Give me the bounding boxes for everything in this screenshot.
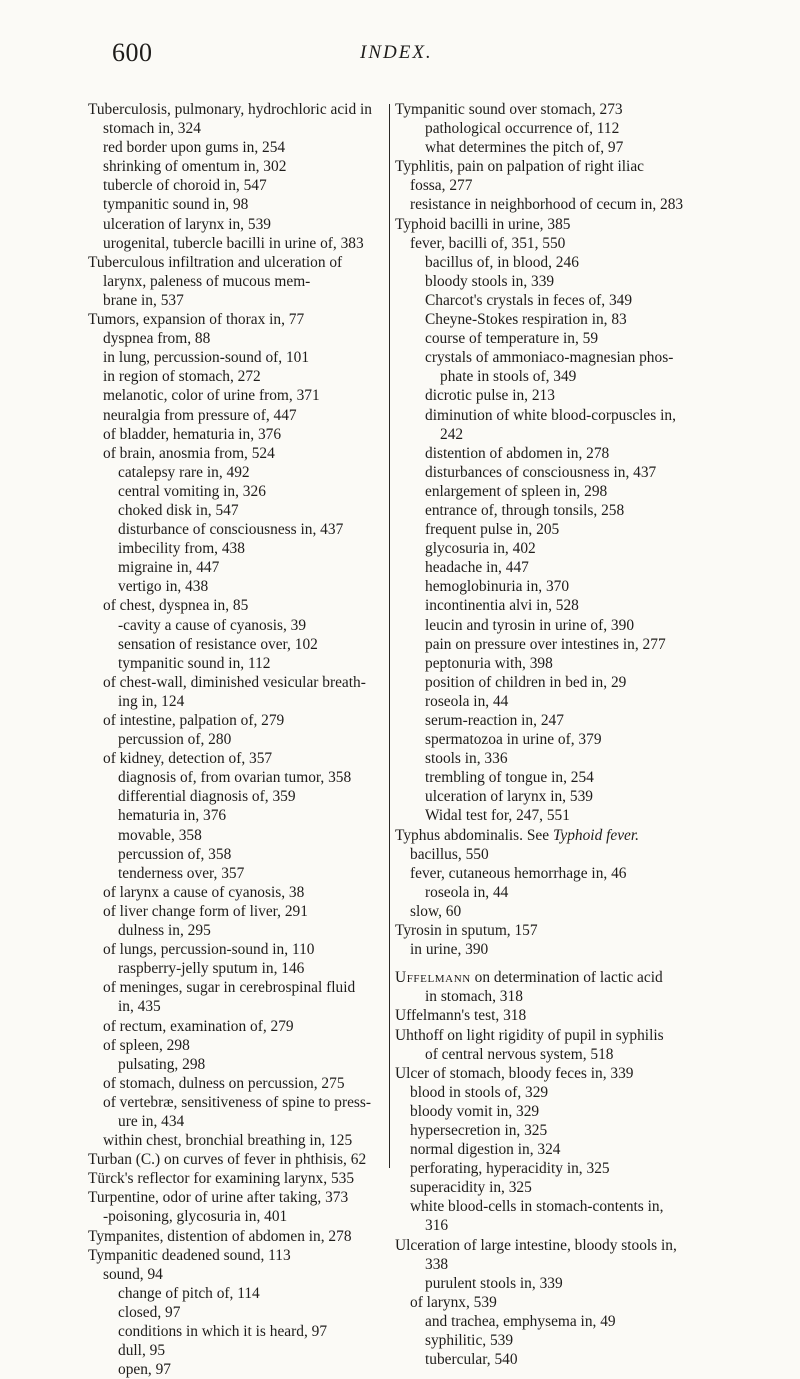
index-subentry: [88, 501, 388, 520]
entry-text: Tumors, expansion of thorax in, 77: [88, 311, 305, 329]
entry-text: Typhus abdominalis. See: [395, 826, 553, 844]
entry-text: vertigo in, 438: [118, 578, 209, 596]
index-subentry: [88, 215, 388, 234]
entry-text: ing in, 124: [118, 692, 185, 710]
entry-text: disturbances of consciousness in, 437: [425, 463, 657, 481]
entry-text: of stomach, dulness on percussion, 275: [103, 1074, 345, 1092]
entry-text: percussion of, 358: [118, 845, 232, 863]
index-subentry: [88, 520, 388, 539]
index-subentry: [395, 176, 701, 195]
entry-text: in region of stomach, 272: [103, 368, 261, 386]
entry-text: purulent stools in, 339: [425, 1274, 563, 1292]
entry-text: glycosuria in, 402: [425, 540, 536, 558]
entry-text: migraine in, 447: [118, 559, 220, 577]
index-subentry: [395, 1121, 701, 1140]
index-entry: [88, 1246, 388, 1265]
index-subentry: [395, 195, 701, 214]
index-subentry: [395, 520, 701, 539]
index-subentry: [395, 1331, 701, 1350]
index-subentry: [88, 1341, 388, 1360]
entry-text: Turban (C.) on curves of fever in phthisis, 62: [88, 1151, 367, 1169]
entry-text: tympanitic sound in, 112: [118, 654, 271, 672]
index-subentry: [88, 463, 388, 482]
index-subentry: [88, 1265, 388, 1284]
entry-text: tenderness over, 357: [118, 864, 245, 882]
index-entry: [88, 310, 388, 329]
index-subentry: [395, 749, 701, 768]
index-subentry: [88, 329, 388, 348]
entry-text: and trachea, emphysema in, 49: [425, 1312, 616, 1330]
index-subentry: [395, 234, 701, 253]
entry-text: of rectum, examination of, 279: [103, 1017, 294, 1035]
entry-text: closed, 97: [118, 1303, 181, 1321]
entry-text: in, 435: [118, 998, 161, 1016]
index-subentry: [88, 291, 388, 310]
index-subentry: [395, 806, 701, 825]
entry-text: phate in stools of, 349: [440, 368, 577, 386]
index-subentry: [88, 997, 388, 1016]
entry-text: bacillus of, in blood, 246: [425, 253, 579, 271]
index-subentry: [88, 157, 388, 176]
index-subentry: [395, 253, 701, 272]
index-subentry: [88, 558, 388, 577]
index-subentry: [395, 654, 701, 673]
index-subentry: [88, 406, 388, 425]
entry-text: of chest, dyspnea in, 85: [103, 597, 249, 615]
entry-text: ulceration of larynx in, 539: [103, 215, 271, 233]
entry-text: Ulcer of stomach, bloody feces in, 339: [395, 1064, 634, 1082]
entry-text: ulceration of larynx in, 539: [425, 788, 593, 806]
entry-text: of central nervous system, 518: [425, 1045, 614, 1063]
entry-text: brane in, 537: [103, 291, 184, 309]
index-subentry: [88, 730, 388, 749]
index-subentry: [88, 1131, 388, 1150]
index-subentry: [88, 616, 388, 635]
index-entry: [88, 1188, 388, 1207]
index-subentry: [395, 902, 701, 921]
index-subentry: [395, 329, 701, 348]
entry-text: hypersecretion in, 325: [410, 1121, 548, 1139]
entry-text: -poisoning, glycosuria in, 401: [103, 1208, 288, 1226]
entry-text: diagnosis of, from ovarian tumor, 358: [118, 769, 352, 787]
index-subentry: [395, 711, 701, 730]
entry-text: stools in, 336: [425, 750, 508, 768]
index-subentry: [88, 1055, 388, 1074]
entry-text: course of temperature in, 59: [425, 330, 599, 348]
entry-text: movable, 358: [118, 826, 202, 844]
index-subentry: [88, 138, 388, 157]
entry-text: Turpentine, odor of urine after taking, 373: [88, 1189, 349, 1207]
entry-text: on determination of lactic acid: [470, 969, 663, 987]
entry-text: peptonuria with, 398: [425, 654, 553, 672]
index-subentry: [88, 119, 388, 138]
entry-text: in lung, percussion-sound of, 101: [103, 349, 310, 367]
index-subentry: [395, 501, 701, 520]
entry-text: pain on pressure over intestines in, 277: [425, 635, 666, 653]
entry-text: Tympanitic sound over stomach, 273: [395, 101, 623, 118]
entry-text: 338: [425, 1255, 449, 1273]
index-subentry: [88, 195, 388, 214]
index-subentry: [88, 635, 388, 654]
index-subentry: [395, 367, 701, 386]
entry-text: of vertebræ, sensitiveness of spine to press-: [103, 1093, 371, 1111]
entry-text: pathological occurrence of, 112: [425, 120, 620, 138]
entry-text: enlargement of spleen in, 298: [425, 482, 608, 500]
index-subentry: [88, 787, 388, 806]
entry-text: roseola in, 44: [425, 883, 509, 901]
entry-text: of brain, anosmia from, 524: [103, 444, 275, 462]
index-subentry: [395, 845, 701, 864]
entry-text: Uffelmann's test, 318: [395, 1007, 527, 1025]
index-subentry: [88, 272, 388, 291]
index-subentry: [88, 596, 388, 615]
index-subentry: [88, 482, 388, 501]
index-subentry: [88, 806, 388, 825]
index-subentry: [88, 883, 388, 902]
entry-text: ure in, 434: [118, 1112, 185, 1130]
page-header: [0, 38, 800, 78]
index-subentry: [395, 386, 701, 405]
entry-text: tubercle of choroid in, 547: [103, 177, 267, 195]
index-entry: [395, 1064, 701, 1083]
index-subentry: [395, 558, 701, 577]
entry-text: Typhoid bacilli in urine, 385: [395, 215, 571, 233]
index-subentry: [88, 176, 388, 195]
entry-text: conditions in which it is heard, 97: [118, 1323, 328, 1340]
index-entry: [395, 968, 701, 987]
entry-text: crystals of ammoniaco-magnesian phos-: [425, 349, 674, 367]
index-entry: [395, 1006, 701, 1025]
index-entry: [395, 1026, 701, 1045]
entry-text: percussion of, 280: [118, 731, 232, 749]
index-subentry: [88, 1036, 388, 1055]
entry-text: Ulceration of large intestine, bloody stools in,: [395, 1236, 677, 1254]
entry-text: fever, bacilli of, 351, 550: [410, 234, 566, 252]
index-subentry: [88, 749, 388, 768]
index-subentry: [88, 386, 388, 405]
index-subentry: [88, 826, 388, 845]
index-entry: [88, 253, 388, 272]
entry-text: Widal test for, 247, 551: [425, 807, 570, 825]
entry-text: in urine, 390: [410, 941, 489, 959]
entry-text: hemoglobinuria in, 370: [425, 578, 570, 596]
index-entry: [395, 157, 701, 176]
index-subentry: [88, 1074, 388, 1093]
index-subentry: [395, 1102, 701, 1121]
entry-text: Charcot's crystals in feces of, 349: [425, 291, 633, 309]
entry-text: 316: [425, 1217, 449, 1235]
index-entry: [88, 1169, 388, 1188]
index-subentry: [395, 138, 701, 157]
index-subentry: [88, 1322, 388, 1341]
index-subentry: [395, 310, 701, 329]
entry-text: slow, 60: [410, 902, 462, 920]
entry-text: sensation of resistance over, 102: [118, 635, 318, 653]
index-entry: [395, 100, 701, 119]
index-subentry: [88, 1112, 388, 1131]
index-subentry: [88, 978, 388, 997]
entry-text: catalepsy rare in, 492: [118, 463, 250, 481]
entry-text: dicrotic pulse in, 213: [425, 387, 555, 405]
index-subentry: [88, 673, 388, 692]
entry-text: distention of abdomen in, 278: [425, 444, 610, 462]
entry-text: melanotic, color of urine from, 371: [103, 387, 320, 405]
index-entry: [395, 215, 701, 234]
entry-text: open, 97: [118, 1361, 172, 1379]
entry-text: of kidney, detection of, 357: [103, 750, 273, 768]
index-subentry: [395, 768, 701, 787]
index-subentry: [88, 1017, 388, 1036]
index-subentry: [395, 1255, 701, 1274]
index-subentry: [88, 425, 388, 444]
entry-text: resistance in neighborhood of cecum in, 283: [410, 196, 684, 214]
entry-text: dyspnea from, 88: [103, 330, 211, 348]
entry-text: -cavity a cause of cyanosis, 39: [118, 616, 307, 634]
entry-text: hematuria in, 376: [118, 807, 227, 825]
index-subentry: [395, 1159, 701, 1178]
section-gap: [395, 959, 701, 968]
index-subentry: [395, 635, 701, 654]
entry-text: shrinking of omentum in, 302: [103, 158, 287, 176]
entry-text: Tympanitic deadened sound, 113: [88, 1246, 291, 1264]
index-subentry: [88, 1093, 388, 1112]
index-subentry: [395, 348, 701, 367]
entry-text: leucin and tyrosin in urine of, 390: [425, 616, 635, 634]
entry-text: syphilitic, 539: [425, 1332, 514, 1349]
index-subentry: [88, 845, 388, 864]
index-subentry: [395, 1140, 701, 1159]
index-column-left: [88, 100, 388, 1379]
entry-text: pulsating, 298: [118, 1055, 206, 1073]
entry-text: central vomiting in, 326: [118, 482, 266, 500]
index-subentry: [88, 654, 388, 673]
index-subentry: [88, 864, 388, 883]
entry-text: entrance of, through tonsils, 258: [425, 501, 625, 519]
index-subentry: [88, 768, 388, 787]
entry-text: fossa, 277: [410, 177, 473, 195]
index-subentry: [88, 1360, 388, 1379]
entry-text: raspberry-jelly sputum in, 146: [118, 960, 305, 978]
entry-text: disturbance of consciousness in, 437: [118, 521, 344, 539]
entry-text: of larynx, 539: [410, 1293, 497, 1311]
entry-text: dull, 95: [118, 1342, 166, 1360]
column-divider: [389, 104, 390, 1168]
entry-text: urogenital, tubercle bacilli in urine of, 383: [103, 234, 364, 252]
entry-text: roseola in, 44: [425, 692, 509, 710]
entry-text: of meninges, sugar in cerebrospinal fluid: [103, 979, 356, 997]
index-subentry: [395, 539, 701, 558]
entry-text: of spleen, 298: [103, 1036, 190, 1054]
index-subentry: [395, 463, 701, 482]
index-subentry: [395, 673, 701, 692]
entry-text: Tyrosin in sputum, 157: [395, 922, 538, 940]
entry-text: perforating, hyperacidity in, 325: [410, 1160, 610, 1178]
index-subentry: [88, 1284, 388, 1303]
index-subentry: [395, 787, 701, 806]
index-subentry: [395, 1178, 701, 1197]
entry-text: of chest-wall, diminished vesicular breath-: [103, 673, 366, 691]
entry-text: change of pitch of, 114: [118, 1284, 260, 1302]
index-subentry: [88, 940, 388, 959]
entry-text: white blood-cells in stomach-contents in,: [410, 1198, 664, 1216]
entry-text: choked disk in, 547: [118, 501, 239, 519]
page-number: 600: [112, 38, 153, 67]
entry-text: of larynx a cause of cyanosis, 38: [103, 883, 305, 901]
index-subentry: [395, 616, 701, 635]
index-subentry: [395, 1293, 701, 1312]
index-subentry: [395, 987, 701, 1006]
entry-text: of bladder, hematuria in, 376: [103, 425, 282, 443]
entry-text: Tympanites, distention of abdomen in, 278: [88, 1227, 352, 1245]
entry-text: within chest, bronchial breathing in, 125: [103, 1132, 353, 1150]
entry-text: of lungs, percussion-sound in, 110: [103, 941, 315, 959]
index-subentry: [88, 444, 388, 463]
running-title: INDEX.: [360, 42, 433, 63]
entry-text: normal digestion in, 324: [410, 1141, 561, 1159]
index-subentry: [88, 577, 388, 596]
index-entry: [395, 826, 701, 845]
index-subentry: [395, 577, 701, 596]
index-subentry: [88, 921, 388, 940]
index-subentry: [88, 539, 388, 558]
index-subentry: [395, 864, 701, 883]
entry-text: serum-reaction in, 247: [425, 712, 564, 729]
entry-text: 242: [440, 425, 464, 443]
index-subentry: [395, 272, 701, 291]
entry-text: larynx, paleness of mucous mem-: [103, 272, 311, 290]
index-subentry: [88, 692, 388, 711]
entry-text: differential diagnosis of, 359: [118, 788, 296, 806]
index-entry: [88, 1150, 388, 1169]
index-subentry: [395, 730, 701, 749]
entry-text: incontinentia alvi in, 528: [425, 597, 579, 615]
index-subentry: [88, 348, 388, 367]
index-subentry: [395, 883, 701, 902]
entry-text: Türck's reflector for examining larynx, 535: [88, 1170, 355, 1188]
entry-text: frequent pulse in, 205: [425, 521, 560, 539]
index-subentry: [395, 1274, 701, 1293]
entry-text: what determines the pitch of, 97: [425, 139, 624, 157]
entry-text: fever, cutaneous hemorrhage in, 46: [410, 864, 627, 882]
entry-text: bloody stools in, 339: [425, 272, 555, 290]
index-subentry: [88, 1303, 388, 1322]
index-subentry: [88, 959, 388, 978]
index-subentry: [395, 482, 701, 501]
entry-text: spermatozoa in urine of, 379: [425, 731, 602, 749]
index-subentry: [395, 1083, 701, 1102]
entry-text: sound, 94: [103, 1265, 163, 1283]
entry-text: tubercular, 540: [425, 1351, 518, 1369]
index-subentry: [88, 902, 388, 921]
entry-text: imbecility from, 438: [118, 540, 245, 558]
index-subentry: [395, 291, 701, 310]
index-subentry: [88, 711, 388, 730]
entry-text: tympanitic sound in, 98: [103, 196, 249, 214]
index-subentry: [395, 1045, 701, 1064]
index-entry: [88, 100, 388, 119]
index-subentry: [395, 1197, 701, 1216]
index-entry: [395, 921, 701, 940]
index-subentry: [395, 1216, 701, 1235]
index-subentry: [395, 406, 701, 425]
entry-text: in stomach, 318: [425, 988, 523, 1006]
index-subentry: [395, 1312, 701, 1331]
entry-text: headache in, 447: [425, 559, 529, 577]
entry-text: bloody vomit in, 329: [410, 1102, 540, 1120]
index-subentry: [88, 367, 388, 386]
index-subentry: [395, 119, 701, 138]
entry-text: diminution of white blood-corpuscles in,: [425, 406, 676, 424]
index-entry: [395, 1236, 701, 1255]
entry-text: blood in stools of, 329: [410, 1083, 549, 1101]
entry-text: Cheyne-Stokes respiration in, 83: [425, 311, 627, 329]
entry-text: of intestine, palpation of, 279: [103, 712, 285, 729]
index-column-right: [395, 100, 701, 1369]
entry-text: position of children in bed in, 29: [425, 673, 627, 691]
entry-cross-reference: Typhoid fever.: [552, 826, 640, 844]
index-subentry: [395, 1350, 701, 1369]
entry-text: red border upon gums in, 254: [103, 139, 286, 157]
entry-text: Tuberculous infiltration and ulceration of: [88, 253, 343, 271]
entry-text: of liver change form of liver, 291: [103, 902, 308, 920]
entry-text: bacillus, 550: [410, 845, 489, 863]
entry-smallcaps: Uffelmann: [395, 969, 471, 987]
index-subentry: [395, 940, 701, 959]
index-subentry: [395, 596, 701, 615]
index-subentry: [88, 234, 388, 253]
index-entry: [88, 1227, 388, 1246]
entry-text: Typhlitis, pain on palpation of right iliac: [395, 158, 644, 176]
entry-text: Tuberculosis, pulmonary, hydrochloric acid in: [88, 101, 372, 118]
entry-text: superacidity in, 325: [410, 1179, 532, 1197]
index-subentry: [395, 425, 701, 444]
entry-text: stomach in, 324: [103, 120, 201, 138]
entry-text: Uhthoff on light rigidity of pupil in syphilis: [395, 1026, 664, 1044]
index-subentry: [395, 692, 701, 711]
entry-text: trembling of tongue in, 254: [425, 769, 594, 787]
index-subentry: [395, 444, 701, 463]
index-subentry: [88, 1207, 388, 1226]
entry-text: dulness in, 295: [118, 922, 211, 940]
entry-text: neuralgia from pressure of, 447: [103, 406, 297, 424]
